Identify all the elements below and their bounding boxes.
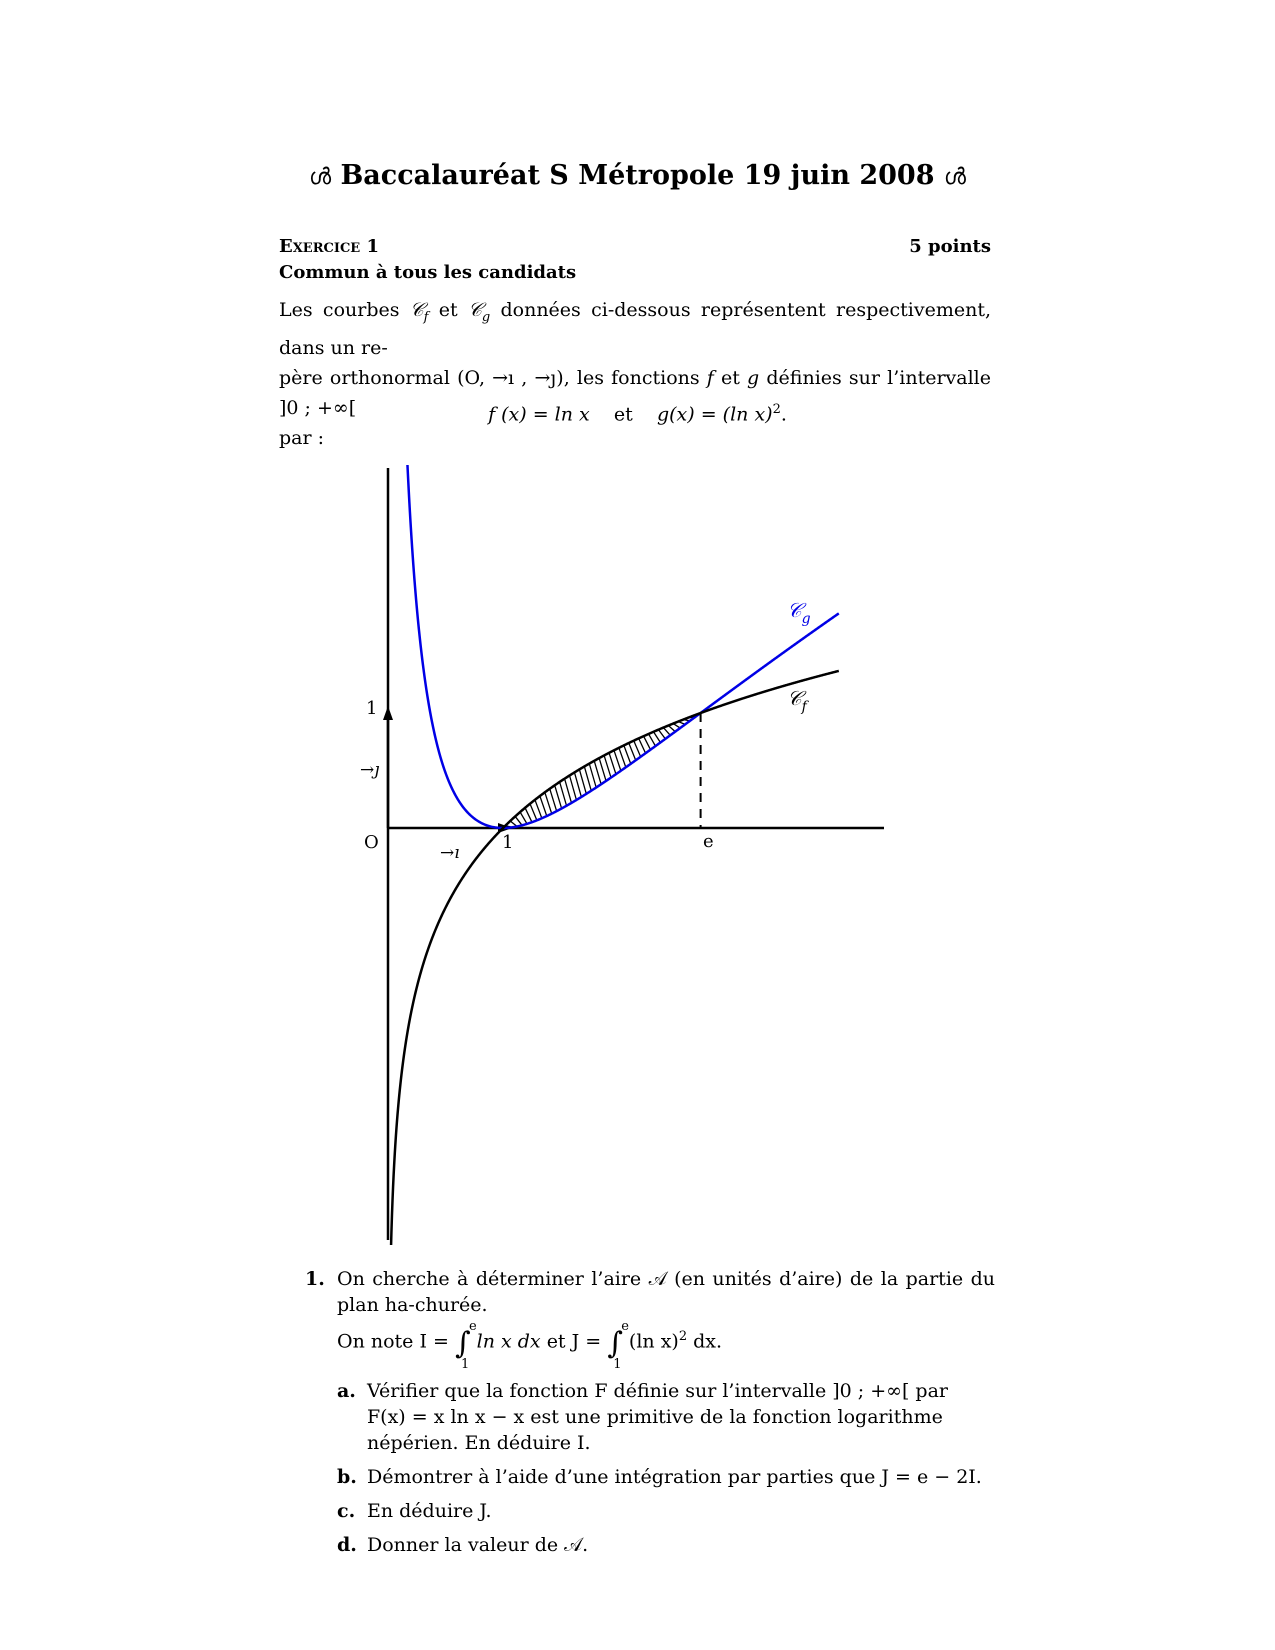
g-definition: g(x) = (ln x) (656, 403, 773, 426)
integral-J-tail: dx. (687, 1330, 723, 1353)
hatch-line (560, 782, 567, 806)
hatch-line (540, 796, 547, 816)
hatch-line (574, 772, 581, 797)
question-1-text: On cherche à déterminer l’aire 𝒜 (en unités d’aire) de la partie du plan ha-churée. (337, 1268, 995, 1316)
cg-symbol: 𝒞 (467, 299, 482, 321)
integral-lower: 1 (460, 1357, 470, 1373)
hatch-line (594, 761, 601, 784)
hatch-line (619, 748, 626, 767)
integral-J-body: (ln x) (628, 1330, 679, 1353)
integral-upper: e (621, 1319, 629, 1335)
label-i: →ı (440, 843, 460, 863)
sub-text: Vérifier que la fonction F définie sur l’intervalle ]0 ; +∞[ par (367, 1380, 948, 1402)
hatch-line (515, 816, 522, 825)
label-cg: 𝒞$_g$ (787, 598, 811, 627)
f-definition: f (x) = ln x (488, 403, 590, 426)
intro-text: père orthonormal (279, 366, 458, 389)
hatch-line (649, 734, 656, 746)
sub-label: b. (337, 1466, 357, 1488)
hatch-line (609, 753, 616, 774)
title-text: Baccalauréat S Métropole 19 juin 2008 (340, 160, 935, 191)
hatch-line (520, 812, 527, 824)
curve-cg (390, 0, 839, 828)
integral-sign-icon: ∫ (607, 1326, 623, 1362)
hatch-line (579, 769, 586, 793)
hatch-line (604, 755, 611, 777)
sub-text: En déduire J. (367, 1500, 492, 1522)
integral-sign-icon: ∫ (454, 1326, 471, 1362)
note-text: On note I = (337, 1330, 455, 1353)
intro-text: et (428, 299, 468, 321)
sub-text: Démontrer à l’aide d’une intégration par parties que J = e − 2I. (367, 1466, 982, 1488)
cf-symbol: 𝒞 (409, 299, 424, 321)
hatch-line (599, 758, 606, 781)
period: . (780, 403, 787, 426)
hatch-line (629, 743, 636, 760)
label-cf: 𝒞$_f$ (787, 686, 807, 715)
intro-text: , les fonctions (563, 366, 707, 389)
hatch-line (545, 792, 552, 813)
integral-J (607, 1319, 629, 1373)
hatch-line (555, 785, 562, 808)
label-one-y: 1 (366, 698, 378, 719)
sub-label: a. (337, 1380, 356, 1402)
question-1 (305, 1266, 995, 1558)
ornament-left-icon: ൾ (308, 165, 332, 190)
label-one-x: 1 (502, 832, 514, 853)
sub-label: d. (337, 1534, 357, 1556)
intro-line-3: par : (279, 426, 325, 449)
integral-J-exp: 2 (678, 1329, 688, 1344)
hatch-line (658, 730, 665, 739)
question-1a (337, 1378, 995, 1456)
hatch-line (525, 808, 532, 822)
et-word: et (613, 403, 633, 426)
g-exponent: 2 (772, 402, 781, 417)
hatched-area (505, 714, 700, 828)
hatch-line (654, 732, 661, 743)
question-1b (337, 1464, 995, 1490)
sub-text: Donner la valeur de 𝒜. (367, 1534, 589, 1556)
hatch-line (634, 741, 641, 757)
hatch-line (589, 764, 596, 788)
hatch-line (639, 738, 646, 753)
integral-notation (337, 1319, 995, 1373)
question-1c (337, 1498, 995, 1524)
questions-block (305, 1266, 995, 1558)
hatch-line (565, 779, 572, 803)
label-origin: O (364, 832, 379, 853)
hatch-line (530, 804, 537, 821)
intro-text: données ci-dessous représentent respectivement, dans un re- (279, 299, 991, 359)
f-symbol: f (706, 366, 714, 389)
cf-subscript: f (423, 309, 429, 325)
frame-notation: (O, →ı , →ȷ) (457, 366, 564, 389)
intro-text: définies sur l’intervalle ]0 ; +∞[ (279, 366, 991, 419)
exercise-label: Exercice 1 (279, 236, 379, 257)
label-e: e (703, 831, 714, 852)
note-et: et J = (546, 1330, 608, 1353)
question-number: 1. (305, 1268, 325, 1290)
intro-text: Les courbes (279, 299, 410, 321)
hatch-line (550, 789, 557, 811)
hatch-line (584, 766, 591, 790)
hatch-line (570, 776, 577, 800)
intro-text: et (713, 366, 748, 389)
question-1d (337, 1532, 995, 1558)
integral-lower: 1 (613, 1357, 622, 1373)
cg-subscript: g (481, 309, 491, 325)
integral-upper: e (468, 1319, 477, 1335)
hatch-line (644, 736, 651, 750)
label-j: →ȷ (360, 760, 380, 780)
hatch-line (663, 728, 670, 736)
hatch-line (614, 750, 621, 770)
unit-j-arrowhead (383, 706, 393, 720)
hatch-line (535, 800, 542, 818)
hatch-line (624, 745, 631, 763)
exercise-audience: Commun à tous les candidats (279, 262, 577, 283)
integral-I (454, 1319, 477, 1373)
sub-text: F(x) = x ln x − x est une primitive de la fonction logarithme népérien. En déduire I. (367, 1406, 943, 1454)
exercise-points: 5 points (909, 236, 991, 257)
integral-I-body: ln x dx (476, 1330, 541, 1353)
ornament-right-icon: ൾ (943, 165, 967, 190)
sub-label: c. (337, 1500, 356, 1522)
g-symbol: g (747, 366, 760, 389)
